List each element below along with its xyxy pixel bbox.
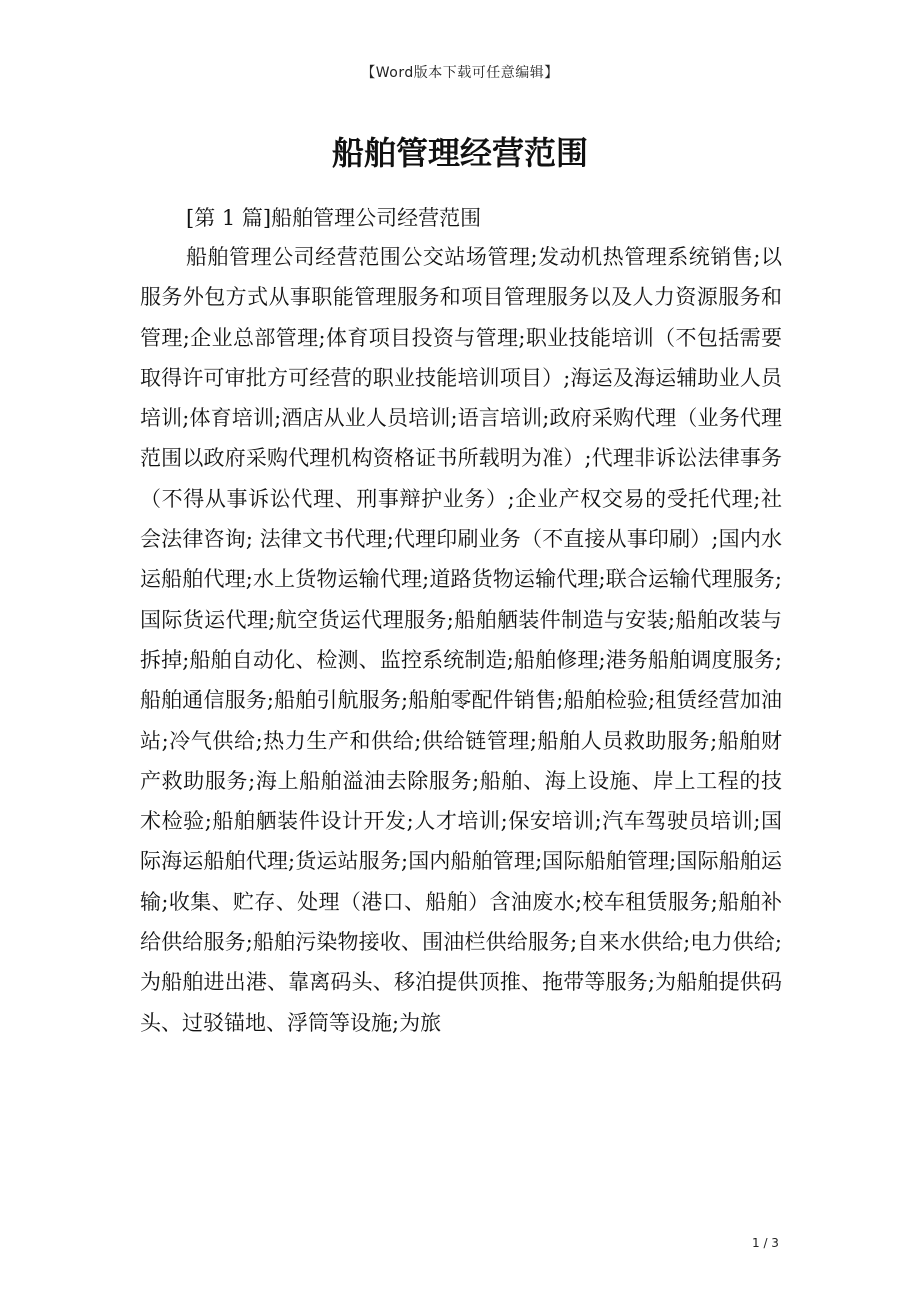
document-title: 船舶管理经营范围 [331, 134, 588, 172]
header-note: 【Word版本下载可任意编辑】 [361, 65, 559, 81]
page-number: 1 / 3 [752, 1236, 779, 1250]
body-paragraph: 船舶管理公司经营范围公交站场管理;发动机热管理系统销售;以服务外包方式从事职能管理服务和项目管理服务以及人力资源服务和管理;企业总部管理;体育项目投资与管理;职业技能培训（不包括需要取得许可审批方可经营的职业技能培训项目）;海运及海运辅助业人员培训;体育培训;酒店从业人员培训;语言培训;政府采购代理（业务代理范围以政府采购代理机构资格证书所载明为准）;代理非诉讼法律事务（不得从事诉讼代理、刑事辩护业务）;企业产权交易的受托代理;社会法律咨询; 法律文书代理;代理印刷业务（不直接从事印刷）;国内水运船舶代理;水上货物运输代理;道路货物运输代理;联合运输代理服务;国际货运代理;航空货运代理服务;船舶舾装件制造与安装;船舶改装与拆掉;船舶自动化、检测、监控系统制造;船舶修理;港务船舶调度服务;船舶通信服务;船舶引航服务;船舶零配件销售;船舶检验;租赁经营加油站;冷气供给;热力生产和供给;供给链管理;船舶人员救助服务;船舶财产救助服务;海上船舶溢油去除服务;船舶、海上设施、岸上工程的技术检验;船舶舾装件设计开发;人才培训;保安培训;汽车驾驶员培训;国际海运船舶代理;货运站服务;国内船舶管理;国际船舶管理;国际船舶运输;收集、贮存、处理（港口、船舶）含油废水;校车租赁服务;船舶补给供给服务;船舶污染物接收、围油栏供给服务;自来水供给;电力供给;为船舶进出港、靠离码头、移泊提供顶推、拖带等服务;为船舶提供码头、过驳锚地、浮筒等设施;为旅 [140, 245, 782, 1035]
section-heading: [第 1 篇]船舶管理公司经营范围 [186, 206, 482, 230]
